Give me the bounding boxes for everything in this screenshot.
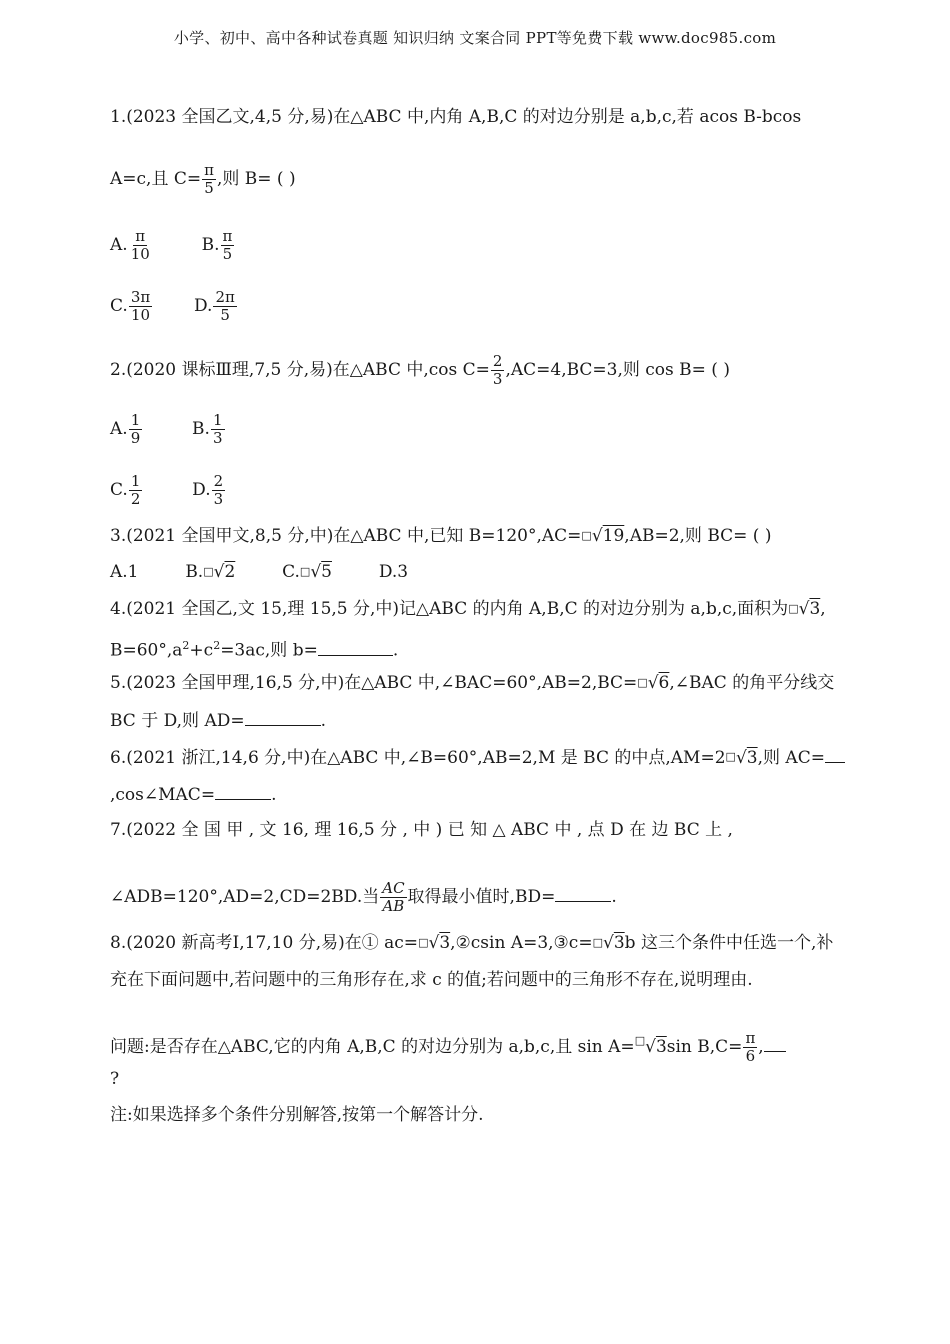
q3-option-c: C.□√5 xyxy=(282,562,332,582)
q8-note: 注:如果选择多个条件分别解答,按第一个解答计分. xyxy=(110,1105,484,1125)
page-header: 小学、初中、高中各种试卷真题 知识归纳 文案合同 PPT等免费下载 www.doc985.com xyxy=(173,29,777,47)
q1-options-cd xyxy=(110,289,238,324)
q7-stem-line1: 7.(2022 全 国 甲 , 文 16, 理 16,5 分 , 中 ) 已 知 △ ABC 中 , 点 D 在 边 BC 上 , xyxy=(110,820,733,840)
q6-stem-line2: ,cos∠MAC= . xyxy=(110,785,277,805)
q3-option-a: A.1 xyxy=(110,562,139,582)
q1-fraction-c: $\frac{\pi}{5}$ xyxy=(204,161,214,197)
q1-options-ab xyxy=(110,228,235,263)
q1-option-b: B. $\frac{\pi}{5}$ xyxy=(201,227,233,263)
q6-stem-line1: 6.(2021 浙江,14,6 分,中)在△ABC 中,∠B=60°,AB=2,M 是 BC 的中点,AM=2□√3,则 AC= xyxy=(110,746,845,769)
q2-option-b: B. $\frac{1}{3}$ xyxy=(192,411,223,447)
q1-option-c: C. $\frac{3\pi}{10}$ xyxy=(110,288,151,324)
q2-options-cd xyxy=(110,473,226,508)
q7-stem-line2: ∠ADB=120°,AD=2,CD=2BD.当 $\frac{AC}{AB}$ 取得最小值时,BD= . xyxy=(110,879,617,915)
q2-option-c: C. $\frac{1}{2}$ xyxy=(110,472,141,508)
q3-option-b: B.□√2 xyxy=(185,562,236,582)
q5-answer-blank[interactable] xyxy=(245,709,321,726)
q2-stem: 2.(2020 课标Ⅲ理,7,5 分,易)在△ABC 中,cos C= $\frac{2}{3}$ ,AC=4,BC=3,则 cos B= ( ) xyxy=(110,352,730,388)
q8-fraction: $\frac{\pi}{6}$ xyxy=(745,1029,756,1065)
q1-option-a: A. $\frac{\pi}{10}$ xyxy=(110,227,150,263)
q2-fraction: $\frac{2}{3}$ xyxy=(492,352,503,388)
q8-question-mark: ? xyxy=(110,1069,120,1089)
q8-stem-line2: 充在下面问题中,若问题中的三角形存在,求 c 的值;若问题中的三角形不存在,说明理由. xyxy=(110,970,753,990)
q8-problem-line: 问题:是否存在△ABC,它的内角 A,B,C 的对边分别为 a,b,c,且 sin A=□√3sin B,C= $\frac{\pi}{6}$ , xyxy=(110,1030,786,1065)
q8-stem-line1: 8.(2020 新高考Ⅰ,17,10 分,易)在① ac=□√3,②csin A=3,③c=□√3b 这三个条件中任选一个,补 xyxy=(110,933,834,953)
q2-option-d: D. $\frac{2}{3}$ xyxy=(192,472,224,508)
q3-option-d: D.3 xyxy=(378,562,409,582)
q4-stem-line2: $B=60^\circ,a^2+c^2=3ac$,则 b= . xyxy=(110,639,399,661)
q6-answer-blank-cos[interactable] xyxy=(215,783,271,800)
q1-stem-line1: 1.(2023 全国乙文,4,5 分,易)在△ABC 中,内角 A,B,C 的对边分别是 a,b,c,若 acos B-bcos xyxy=(110,107,802,127)
q1-option-d: D. $\frac{2\pi}{5}$ xyxy=(194,288,235,324)
q5-stem-line2: BC 于 D,则 AD= . xyxy=(110,711,327,731)
q7-fraction: $\frac{AC}{AB}$ xyxy=(382,879,405,915)
q3-stem: 3.(2021 全国甲文,8,5 分,中)在△ABC 中,已知 B=120°,AC=□√19,AB=2,则 BC= ( ) xyxy=(110,526,772,546)
q8-condition-blank[interactable] xyxy=(764,1035,786,1052)
q1-stem-line2: A=c,且 C= $\frac{\pi}{5}$ ,则 B= ( ) xyxy=(110,161,296,197)
q3-options xyxy=(110,561,408,583)
q7-answer-blank[interactable] xyxy=(555,885,611,902)
q2-options-ab xyxy=(110,412,226,447)
q2-option-a: A. $\frac{1}{9}$ xyxy=(110,411,141,447)
q4-answer-blank[interactable] xyxy=(318,639,393,656)
q4-stem-line1: 4.(2021 全国乙,文 15,理 15,5 分,中)记△ABC 的内角 A,B,C 的对边分别为 a,b,c,面积为□√3, xyxy=(110,599,826,619)
q5-stem-line1: 5.(2023 全国甲理,16,5 分,中)在△ABC 中,∠BAC=60°,AB=2,BC=□√6,∠BAC 的角平分线交 xyxy=(110,673,835,693)
q6-answer-blank-ac[interactable] xyxy=(825,746,845,763)
